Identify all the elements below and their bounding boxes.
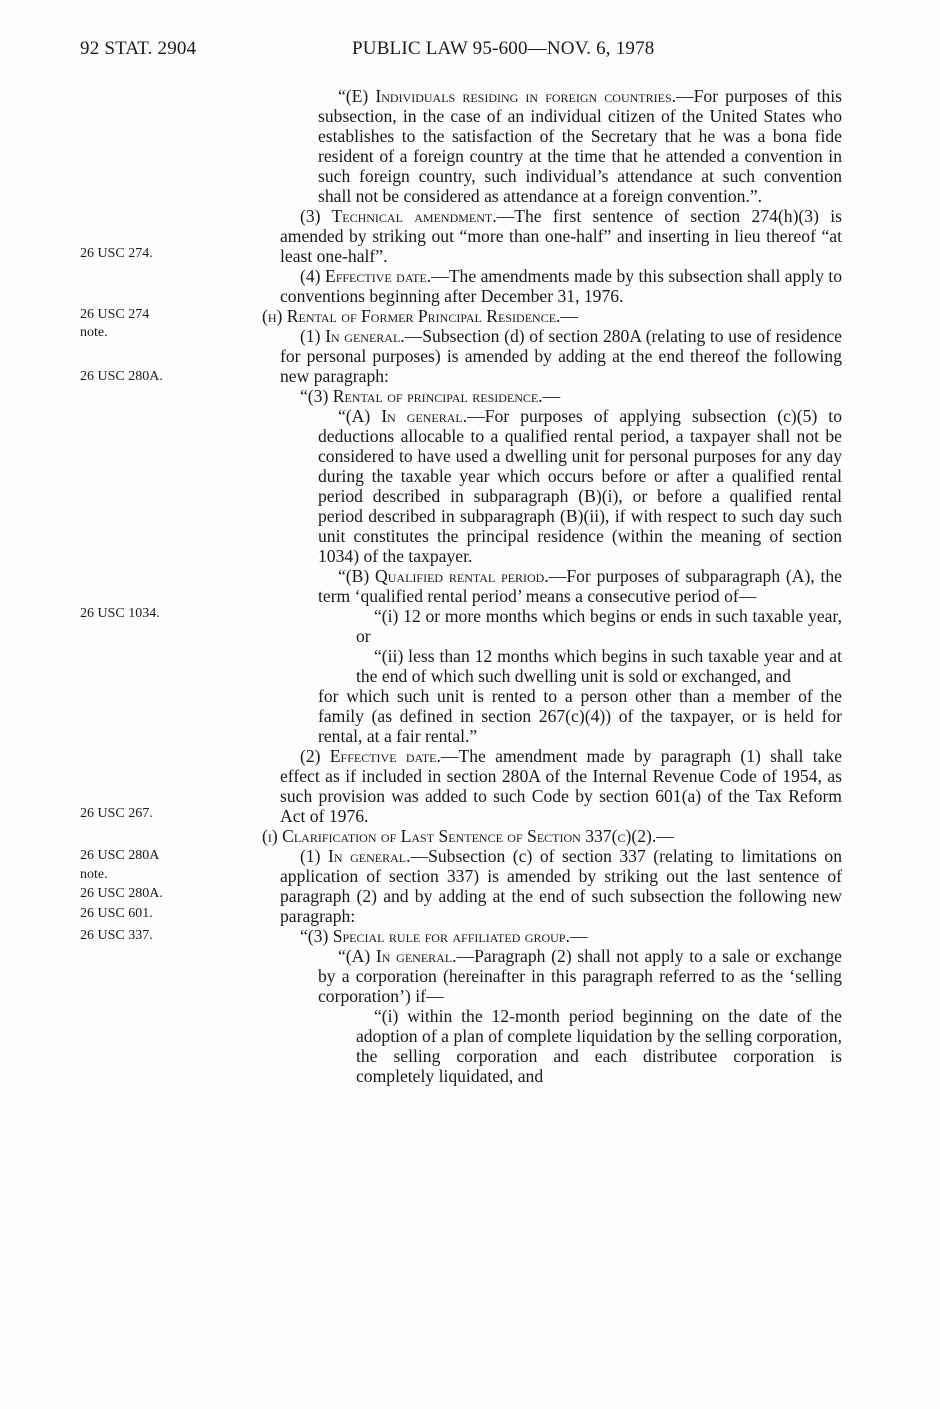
text: —For purposes of this subsection, in the case of an individual citizen of the United States who establishes to the satisfaction of the Secretary that he was a bona fide resident of a foreign country at the time that he attended a convention in such foreign country, such individual’s attendance at such convention shall not be considered as attendance at a foreign convention.”. <box>318 86 842 206</box>
heading: (2) Effective date. <box>300 746 441 766</box>
margin-note: note. <box>80 325 108 340</box>
new-paragraph-3-affiliated-heading <box>280 926 842 946</box>
paragraph-3 <box>280 206 842 266</box>
margin-note: 26 USC 274 <box>80 307 150 322</box>
subsection-h-heading <box>262 306 842 326</box>
heading: “(3) Rental of principal residence.— <box>300 386 561 406</box>
heading: “(E) Individuals residing in foreign countries. <box>338 86 677 106</box>
flush-text: for which such unit is rented to a person other than a member of the family (as defined in section 267(c)(4)) of the taxpayer, or is held for rental, at a fair rental.” <box>318 686 842 746</box>
margin-note: 26 USC 601. <box>80 906 153 921</box>
margin-note: 26 USC 280A. <box>80 369 163 384</box>
heading: (1) In general. <box>300 326 405 346</box>
heading: (1) In general. <box>300 846 411 866</box>
heading: “(B) Qualified rental period. <box>338 566 549 586</box>
heading: “(3) Special rule for affiliated group.— <box>300 926 588 946</box>
heading: (i) Clarification of Last Sentence of Section 337(c)(2).— <box>262 826 674 846</box>
margin-note: 26 USC 267. <box>80 806 153 821</box>
running-header: PUBLIC LAW 95-600—NOV. 6, 1978 <box>352 38 655 59</box>
text: —The first sentence of section 274(h)(3) is amended by striking out “more than one-half” and inserting in lieu thereof “at least one-half”. <box>280 206 842 266</box>
text: —Paragraph (2) shall not apply to a sale or exchange by a corporation (hereinafter in this paragraph referred to as the ‘selling corporation’) if— <box>318 946 842 1006</box>
paragraph-4 <box>280 266 842 306</box>
text: —The amendments made by this subsection shall apply to conventions beginning after December 31, 1976. <box>280 266 843 306</box>
subparagraph-b <box>280 566 842 606</box>
subparagraph-ia <box>280 946 842 1006</box>
heading: “(A) In general. <box>338 946 457 966</box>
clause-i: “(i) 12 or more months which begins or ends in such taxable year, or <box>356 606 842 646</box>
margin-note: note. <box>80 867 108 882</box>
statute-page-reference: 92 STAT. 2904 <box>80 38 197 59</box>
text: —For purposes of applying subsection (c)(5) to deductions allocable to a qualified rental period, a taxpayer shall not be considered to have used a dwelling unit for personal purposes for any day during the taxable year which occurs before or after a qualified rental period described in subparagraph (B)(i), or before a qualified rental period described in subparagraph (B)(ii), if with respect to such day such unit constitutes the principal residence (within the meaning of section 1034) of the taxpayer. <box>318 406 842 566</box>
paragraph-h1 <box>280 326 842 386</box>
heading: “(A) In general. <box>338 406 468 426</box>
heading: (4) Effective date. <box>300 266 432 286</box>
margin-note: 26 USC 337. <box>80 928 153 943</box>
heading: (3) Technical amendment. <box>300 206 497 226</box>
margin-note: 26 USC 274. <box>80 246 153 261</box>
clause-ii: “(ii) less than 12 months which begins in such taxable year and at the end of which such dwelling unit is sold or exchanged, and <box>356 646 842 686</box>
paragraph-i1 <box>280 846 842 926</box>
clause-ia-i: “(i) within the 12-month period beginning on the date of the adoption of a plan of complete liquidation by the selling corporation, the selling corporation and each distributee corporation is completely liquidated, and <box>356 1006 842 1086</box>
subsection-i-heading <box>262 826 842 846</box>
text: —For purposes of subparagraph (A), the term ‘qualified rental period’ means a consecutive period of— <box>318 566 842 606</box>
text: —Subsection (d) of section 280A (relating to use of residence for personal purposes) is amended by adding at the end thereof the following new paragraph: <box>280 326 842 386</box>
margin-note: 26 USC 280A <box>80 848 160 863</box>
text: —The amendment made by paragraph (1) shall take effect as if included in section 280A of the Internal Revenue Code of 1954, as such provision was added to such Code by section 601(a) of the Tax Reform Act of 1976. <box>280 746 842 826</box>
margin-note: 26 USC 280A. <box>80 886 163 901</box>
margin-note: 26 USC 1034. <box>80 606 160 621</box>
new-paragraph-3-heading <box>280 386 842 406</box>
text: —Subsection (c) of section 337 (relating to limitations on application of section 337) is amended by striking out the last sentence of paragraph (2) and by adding at the end of such subsection the following new paragraph: <box>280 846 842 926</box>
statute-body <box>262 86 843 1086</box>
heading: (h) Rental of Former Principal Residence.— <box>262 306 579 326</box>
subparagraph-e <box>280 86 842 206</box>
subparagraph-a <box>280 406 842 566</box>
paragraph-h2 <box>280 746 842 826</box>
